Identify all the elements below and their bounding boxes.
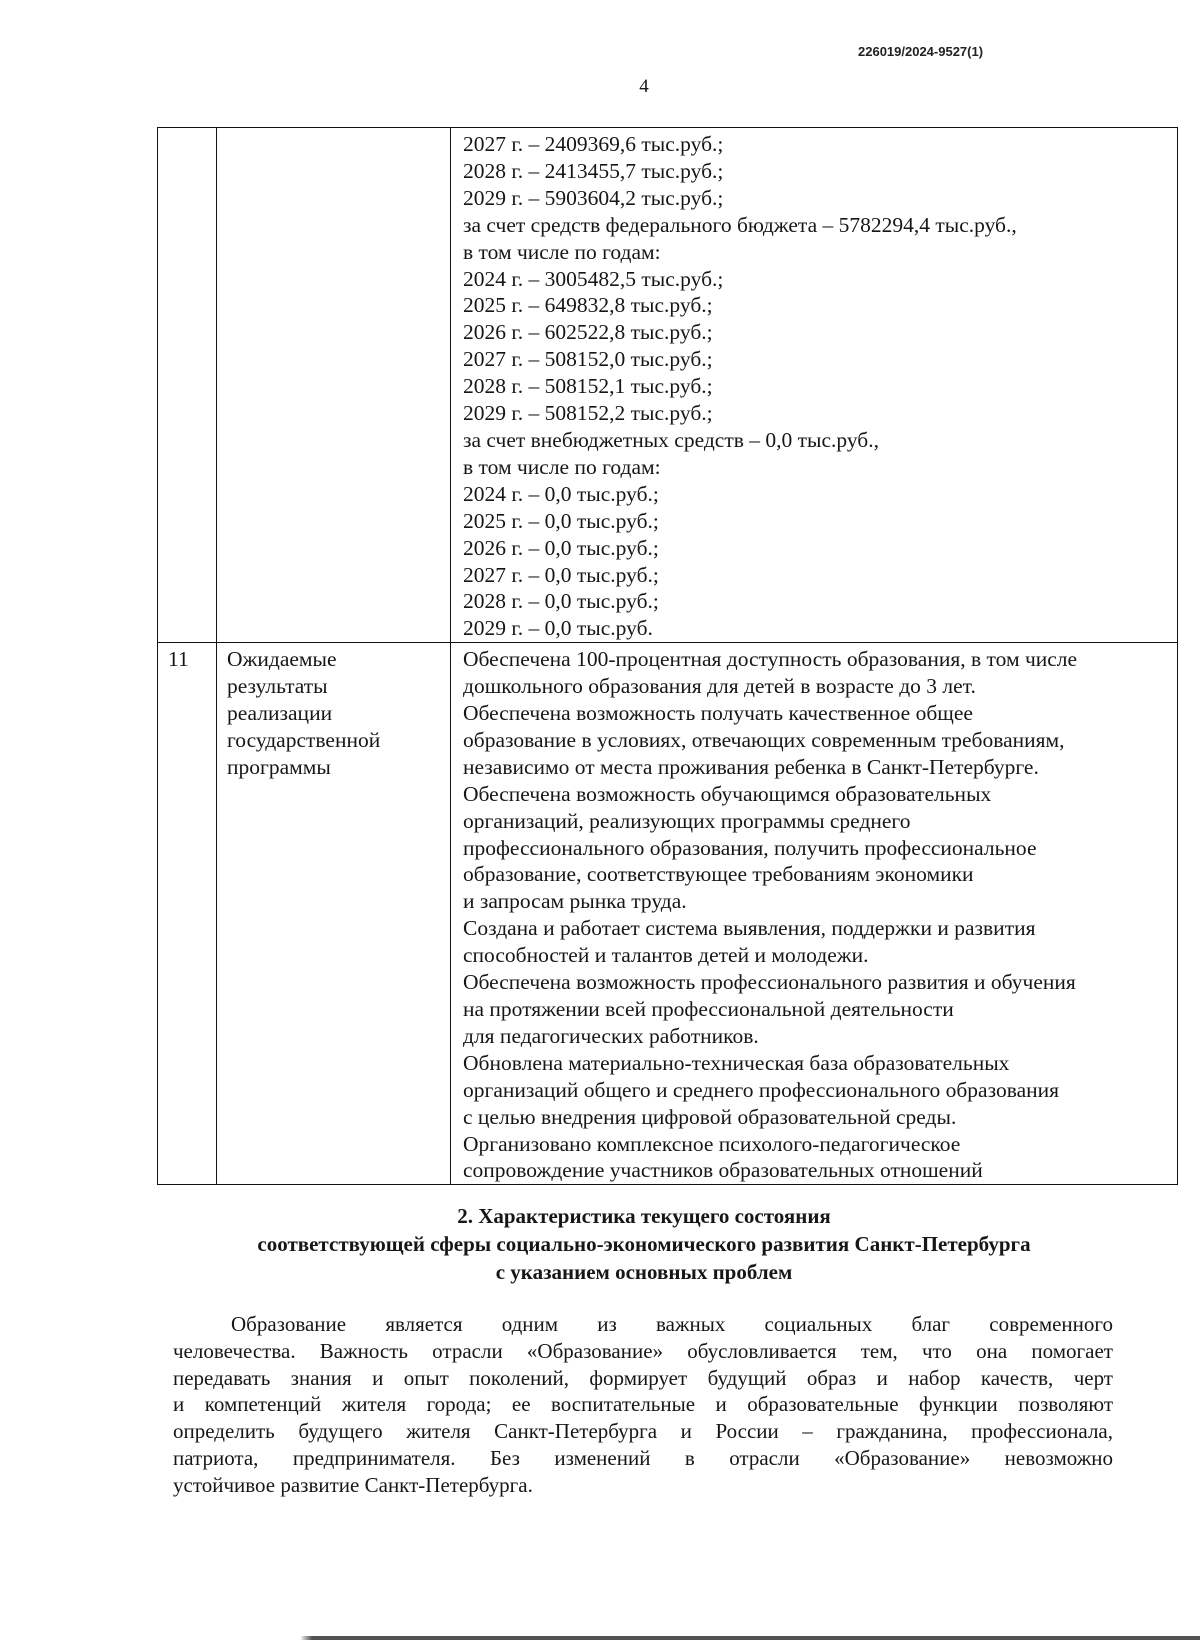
table-row [158,643,1178,1185]
table-line: на протяжении всей профессиональной деятельности [463,997,954,1021]
table-line: образование в условиях, отвечающих современным требованиям, [463,727,1065,752]
table-line: 2025 г. – 0,0 тыс.руб.; [463,508,659,533]
paragraph-line: устойчивое развитие Санкт-Петербурга. [173,1472,533,1497]
scan-edge-mark [0,1636,1200,1640]
table-line: независимо от места проживания ребенка в Санкт-Петербурге. [463,754,1039,779]
section-heading-line: соответствующей сферы социально-экономического развития Санкт-Петербурга [257,1232,1031,1256]
table-line: Обеспечена возможность обучающимся образовательных [463,781,992,806]
label-line: Ожидаемые [227,647,337,672]
table-line: способностей и талантов детей и молодежи. [463,943,869,968]
label-line: программы [227,754,331,779]
table-line: 2024 г. – 0,0 тыс.руб.; [463,481,659,506]
paragraph-line: и компетенций жителя города; ее воспитательные и образовательные функции позволяют [173,1392,1113,1417]
table-line: для педагогических работников. [463,1023,759,1048]
row-number-cell: 11 [158,643,217,1185]
table-line: 2027 г. – 2409369,6 тыс.руб.; [463,132,724,156]
row-number-cell [158,128,217,643]
table-line: профессионального образования, получить профессиональное [463,835,1037,860]
document-id: 226019/2024-9527(1) [858,44,984,59]
table-line: организаций, реализующих программы среднего [463,808,911,833]
paragraph-line: Образование является одним из важных социальных благ современного [231,1312,1113,1336]
table-line: Обновлена материально-техническая база образовательных [463,1050,1010,1075]
table-line: за счет внебюджетных средств – 0,0 тыс.руб., [463,427,879,452]
paragraph-line: патриота, предпринимателя. Без изменений в отрасли «Образование» невозможно [173,1445,1113,1470]
table-line: 2029 г. – 5903604,2 тыс.руб.; [463,185,724,210]
table-line: Создана и работает система выявления, поддержки и развития [463,916,1036,941]
section-heading-line: с указанием основных проблем [495,1260,793,1284]
table-line: и запросам рынка труда. [463,889,687,914]
table-line: Обеспечена возможность профессионального развития и обучения [463,970,1076,995]
row-label-cell [217,643,451,1185]
table-line: дошкольного образования для детей в возрасте до 3 лет. [463,674,976,699]
section-heading-line: 2. Характеристика текущего состояния [457,1204,831,1228]
table-line: образование, соответствующее требованиям экономики [463,862,974,887]
label-line: результаты [227,674,328,699]
label-line: государственной [227,727,381,752]
table-line: Обеспечена 100-процентная доступность образования, в том числе [463,647,1078,672]
table-line: 2026 г. – 602522,8 тыс.руб.; [463,320,713,345]
table-line: Организовано комплексное психолого-педагогическое [463,1131,961,1156]
table-line: 2029 г. – 508152,2 тыс.руб.; [463,401,713,426]
table-line: 2028 г. – 508152,1 тыс.руб.; [463,374,713,399]
table-line: организаций общего и среднего профессионального образования [463,1077,1060,1102]
paragraph-line: человечества. Важность отрасли «Образование» обусловливается тем, что она помогает [173,1338,1113,1363]
page-number: 4 [639,76,649,97]
table-line: Обеспечена возможность получать качественное общее [463,701,973,726]
table-line: в том числе по годам: [463,239,661,264]
table-line: 2027 г. – 508152,0 тыс.руб.; [463,347,713,372]
table-line: за счет средств федерального бюджета – 5782294,4 тыс.руб., [463,212,1017,237]
table-line: с целью внедрения цифровой образовательной среды. [463,1104,957,1129]
table-line: 2025 г. – 649832,8 тыс.руб.; [463,293,713,318]
section-heading [0,1202,1200,1286]
table-line: 2026 г. – 0,0 тыс.руб.; [463,535,659,560]
passport-table [157,127,1178,1185]
table-line: 2027 г. – 0,0 тыс.руб.; [463,562,659,587]
paragraph-line: передавать знания и опыт поколений, формирует будущий образ и набор качеств, черт [173,1365,1113,1390]
row-content-cell [451,128,1178,643]
paragraph-line: определить будущего жителя Санкт-Петербурга и России – гражданина, профессионала, [173,1419,1113,1444]
body-paragraph [173,1311,1113,1499]
table-line: 2028 г. – 2413455,7 тыс.руб.; [463,158,724,183]
table-row [158,128,1178,643]
table-line: 2024 г. – 3005482,5 тыс.руб.; [463,266,724,291]
row-content-cell [451,643,1178,1185]
row-label-cell [217,128,451,643]
table-line: сопровождение участников образовательных отношений [463,1158,983,1183]
table-line: 2029 г. – 0,0 тыс.руб. [463,616,653,641]
label-line: реализации [227,701,333,726]
table-line: 2028 г. – 0,0 тыс.руб.; [463,589,659,614]
table-line: в том числе по годам: [463,454,661,479]
